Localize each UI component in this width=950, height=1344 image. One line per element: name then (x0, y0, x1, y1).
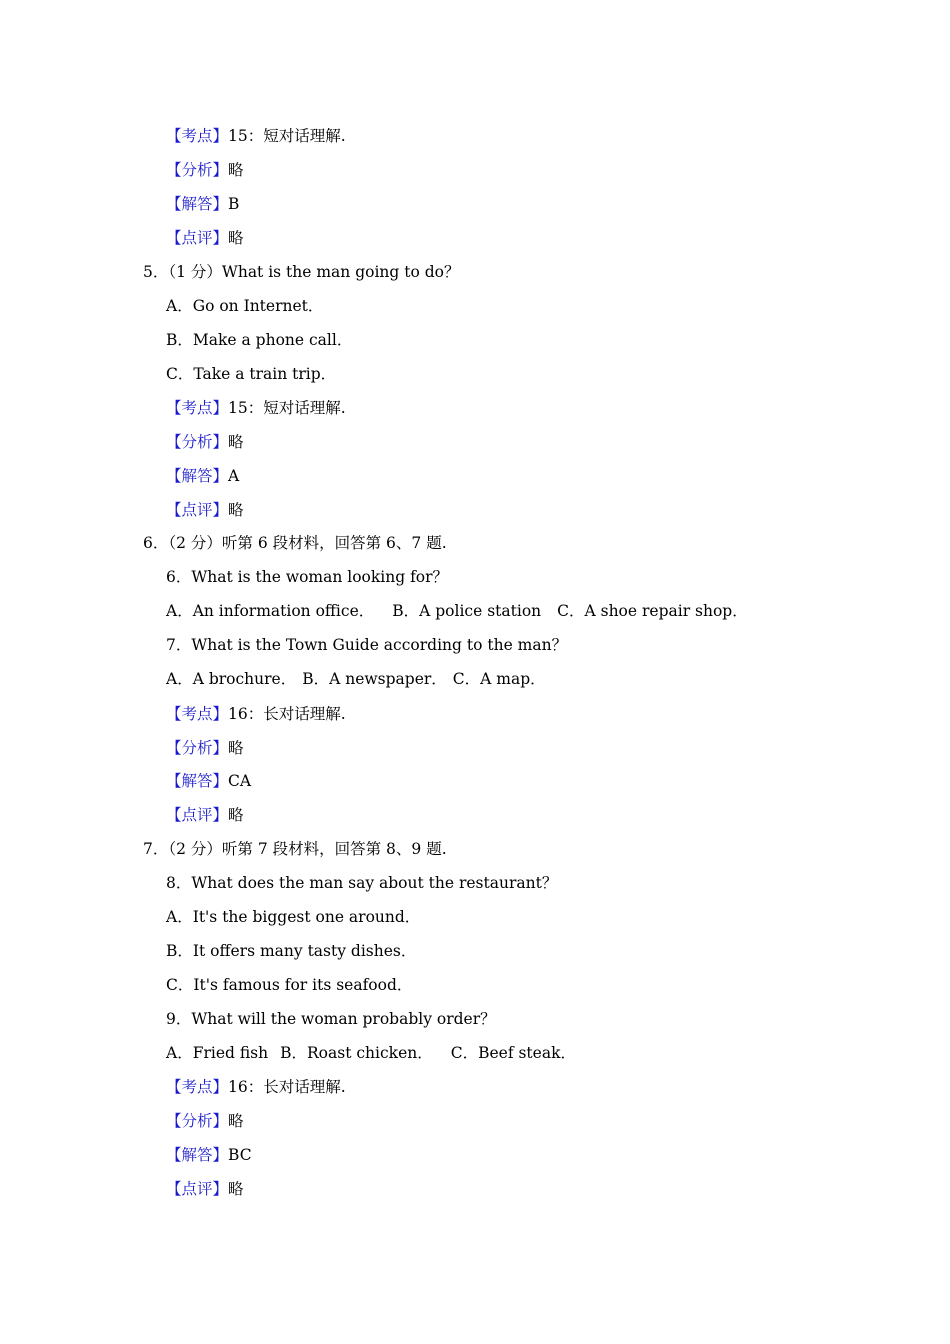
jieda-tag: 【解答】 (166, 195, 229, 213)
jieda-tag: 【解答】 (166, 772, 229, 790)
jieda-tag: 【解答】 (166, 467, 229, 485)
dianping-text: 略 (228, 806, 244, 824)
kaodian-tag: 【考点】 (166, 705, 229, 723)
q6-sub1-stem: 6．What is the woman looking for？ (166, 568, 449, 586)
option-c: C．A shoe repair shop． (557, 602, 748, 620)
q4-jieda-line (166, 194, 239, 214)
q6-stem: 6．（2 分）听第 6 段材料，回答第 6、7 题. (143, 534, 447, 552)
q5-option-c: C．Take a train trip． (166, 365, 337, 383)
fenxi-tag: 【分析】 (166, 1112, 229, 1130)
q5-stem: 5．（1 分）What is the man going to do？ (143, 263, 460, 281)
q7-sub2-options (166, 1043, 576, 1063)
q7-sub1-option-b: B．It offers many tasty dishes． (166, 942, 417, 960)
q7-sub1-option-a: A．It's the biggest one around． (166, 908, 421, 926)
dianping-text: 略 (228, 229, 244, 247)
dianping-tag: 【点评】 (166, 501, 229, 519)
q6-sub2-stem: 7．What is the Town Guide according to the man？ (166, 636, 568, 654)
fenxi-tag: 【分析】 (166, 739, 229, 757)
q7-sub2-stem: 9．What will the woman probably order？ (166, 1010, 496, 1028)
q6-dianping-line (166, 805, 244, 825)
q6-fenxi-line (166, 738, 244, 758)
dianping-text: 略 (228, 501, 244, 519)
dianping-tag: 【点评】 (166, 806, 229, 824)
dianping-tag: 【点评】 (166, 229, 229, 247)
q4-dianping-line (166, 228, 244, 248)
option-c: C．Beef steak． (450, 1044, 576, 1062)
dianping-tag: 【点评】 (166, 1180, 229, 1198)
option-b: B．Roast chicken． (280, 1044, 433, 1062)
q5-jieda-line (166, 466, 239, 486)
q7-fenxi-line (166, 1111, 244, 1131)
q5-kaodian-line (166, 398, 346, 418)
kaodian-text: 16：长对话理解. (228, 1078, 346, 1096)
kaodian-tag: 【考点】 (166, 399, 229, 417)
kaodian-text: 16：长对话理解. (228, 705, 346, 723)
q4-fenxi-line (166, 160, 244, 180)
jieda-text: A (228, 467, 240, 485)
option-a: A．A brochure． (166, 670, 297, 688)
option-a: A．An information office． (166, 602, 375, 620)
q7-sub1-option-c: C．It's famous for its seafood． (166, 976, 413, 994)
q6-sub1-options (166, 601, 748, 621)
q7-stem: 7．（2 分）听第 7 段材料，回答第 8、9 题. (143, 840, 447, 858)
fenxi-text: 略 (228, 1112, 244, 1130)
q5-dianping-line (166, 500, 244, 520)
dianping-text: 略 (228, 1180, 244, 1198)
fenxi-tag: 【分析】 (166, 433, 229, 451)
option-a: A．Fried fish (166, 1044, 269, 1062)
q7-kaodian-line (166, 1077, 346, 1097)
kaodian-text: 15：短对话理解. (228, 127, 346, 145)
kaodian-tag: 【考点】 (166, 1078, 229, 1096)
jieda-tag: 【解答】 (166, 1146, 229, 1164)
fenxi-text: 略 (228, 433, 244, 451)
kaodian-tag: 【考点】 (166, 127, 229, 145)
q7-sub1-stem: 8．What does the man say about the restaurant？ (166, 874, 558, 892)
jieda-text: CA (228, 772, 252, 790)
jieda-text: BC (228, 1146, 252, 1164)
q6-sub2-options (166, 669, 546, 689)
q6-jieda-line (166, 771, 251, 791)
q5-fenxi-line (166, 432, 244, 452)
option-b: B．A police station (392, 602, 542, 620)
jieda-text: B (228, 195, 240, 213)
fenxi-text: 略 (228, 161, 244, 179)
fenxi-text: 略 (228, 739, 244, 757)
q4-kaodian-line (166, 126, 346, 146)
q5-option-b: B．Make a phone call． (166, 331, 353, 349)
kaodian-text: 15：短对话理解. (228, 399, 346, 417)
option-c: C．A map． (452, 670, 546, 688)
q6-kaodian-line (166, 704, 346, 724)
q5-option-a: A．Go on Internet． (166, 297, 324, 315)
q7-dianping-line (166, 1179, 244, 1199)
q7-jieda-line (166, 1145, 252, 1165)
fenxi-tag: 【分析】 (166, 161, 229, 179)
option-b: B．A newspaper． (302, 670, 447, 688)
